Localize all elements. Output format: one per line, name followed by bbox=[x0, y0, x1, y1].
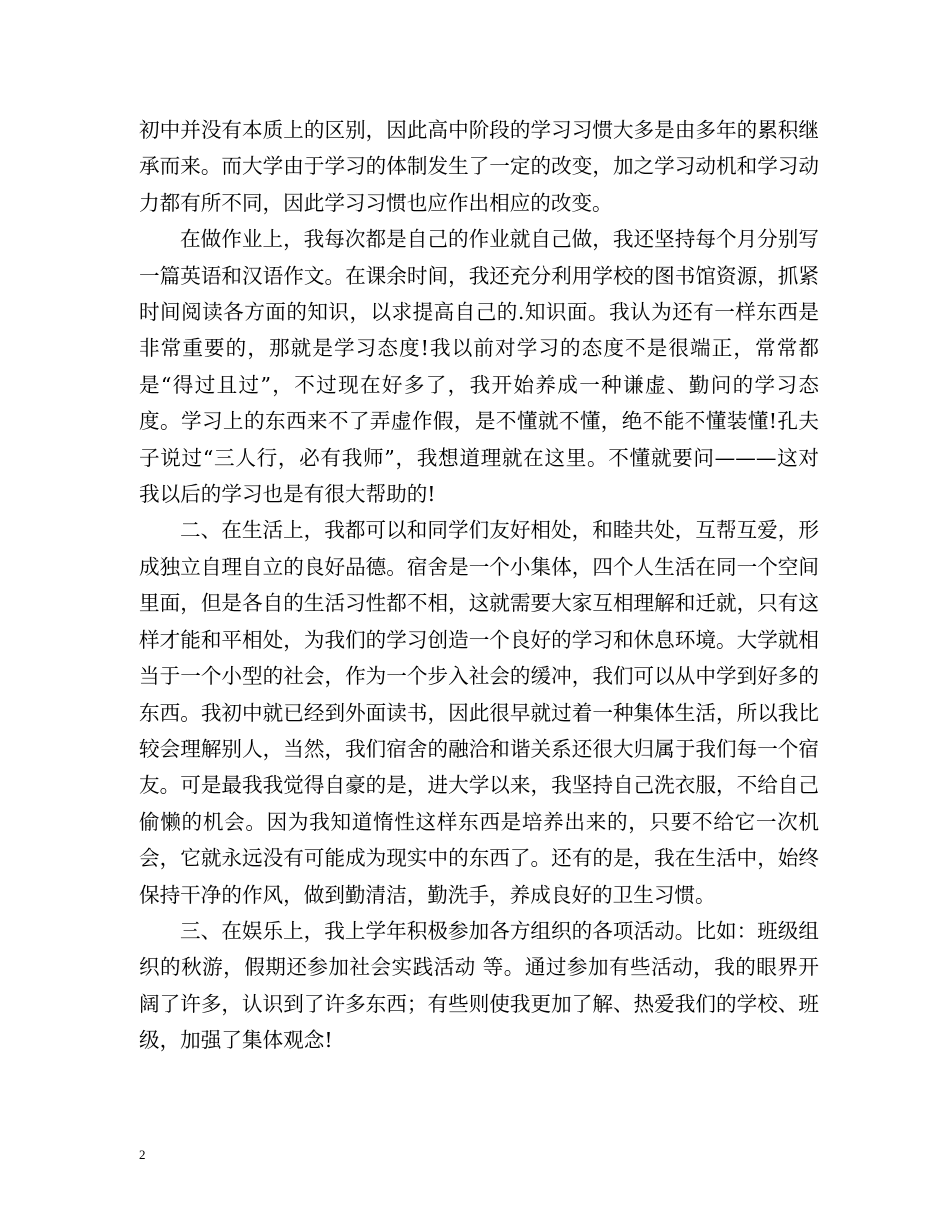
paragraph-entertainment: 三、在娱乐上，我上学年积极参加各方组织的各项活动。比如：班级组织的秋游，假期还参加社会实践活动 等。通过参加有些活动，我的眼界开阔了许多，认识到了许多东西；有些则使我更加了解、热爱我们的学校、班级，加强了集体观念! bbox=[139, 918, 819, 1053]
page-number: 2 bbox=[139, 1147, 146, 1162]
paragraph-continuation: 初中并没有本质上的区别，因此高中阶段的学习习惯大多是由多年的累积继承而来。而大学由于学习的体制发生了一定的改变，加之学习动机和学习动力都有所不同，因此学习习惯也应作出相应的改变。 bbox=[139, 118, 819, 215]
body-text bbox=[139, 112, 819, 1059]
paragraph-life: 二、在生活上，我都可以和同学们友好相处，和睦共处，互帮互爱，形成独立自理自立的良好品德。宿舍是一个小集体，四个人生活在同一个空间里面，但是各自的生活习性都不相，这就需要大家互相理解和迁就，只有这样才能和平相处，为我们的学习创造一个良好的学习和休息环境。大学就相当于一个小型的社会，作为一个步入社会的缓冲，我们可以从中学到好多的东西。我初中就已经到外面读书，因此很早就过着一种集体生活，所以我比较会理解别人，当然，我们宿舍的融洽和谐关系还很大归属于我们每一个宿友。可是最我我觉得自豪的是，进大学以来，我坚持自己洗衣服，不给自己偷懒的机会。因为我知道惰性这样东西是培养出来的，只要不给它一次机会，它就永远没有可能成为现实中的东西了。还有的是，我在生活中，始终保持干净的作风，做到勤清洁，勤洗手，养成良好的卫生习惯。 bbox=[139, 518, 819, 907]
paragraph-homework: 在做作业上，我每次都是自己的作业就自己做，我还坚持每个月分别写一篇英语和汉语作文。在课余时间，我还充分利用学校的图书馆资源，抓紧时间阅读各方面的知识，以求提高自己的.知识面。我认为还有一样东西是非常重要的，那就是学习态度!我以前对学习的态度不是很端正，常常都是“得过且过”，不过现在好多了，我开始养成一种谦虚、勤问的学习态度。学习上的东西来不了弄虚作假，是不懂就不懂，绝不能不懂装懂!孔夫子说过“三人行，必有我师”，我想道理就在这里。不懂就要问———这对我以后的学习也是有很大帮助的! bbox=[139, 227, 819, 507]
